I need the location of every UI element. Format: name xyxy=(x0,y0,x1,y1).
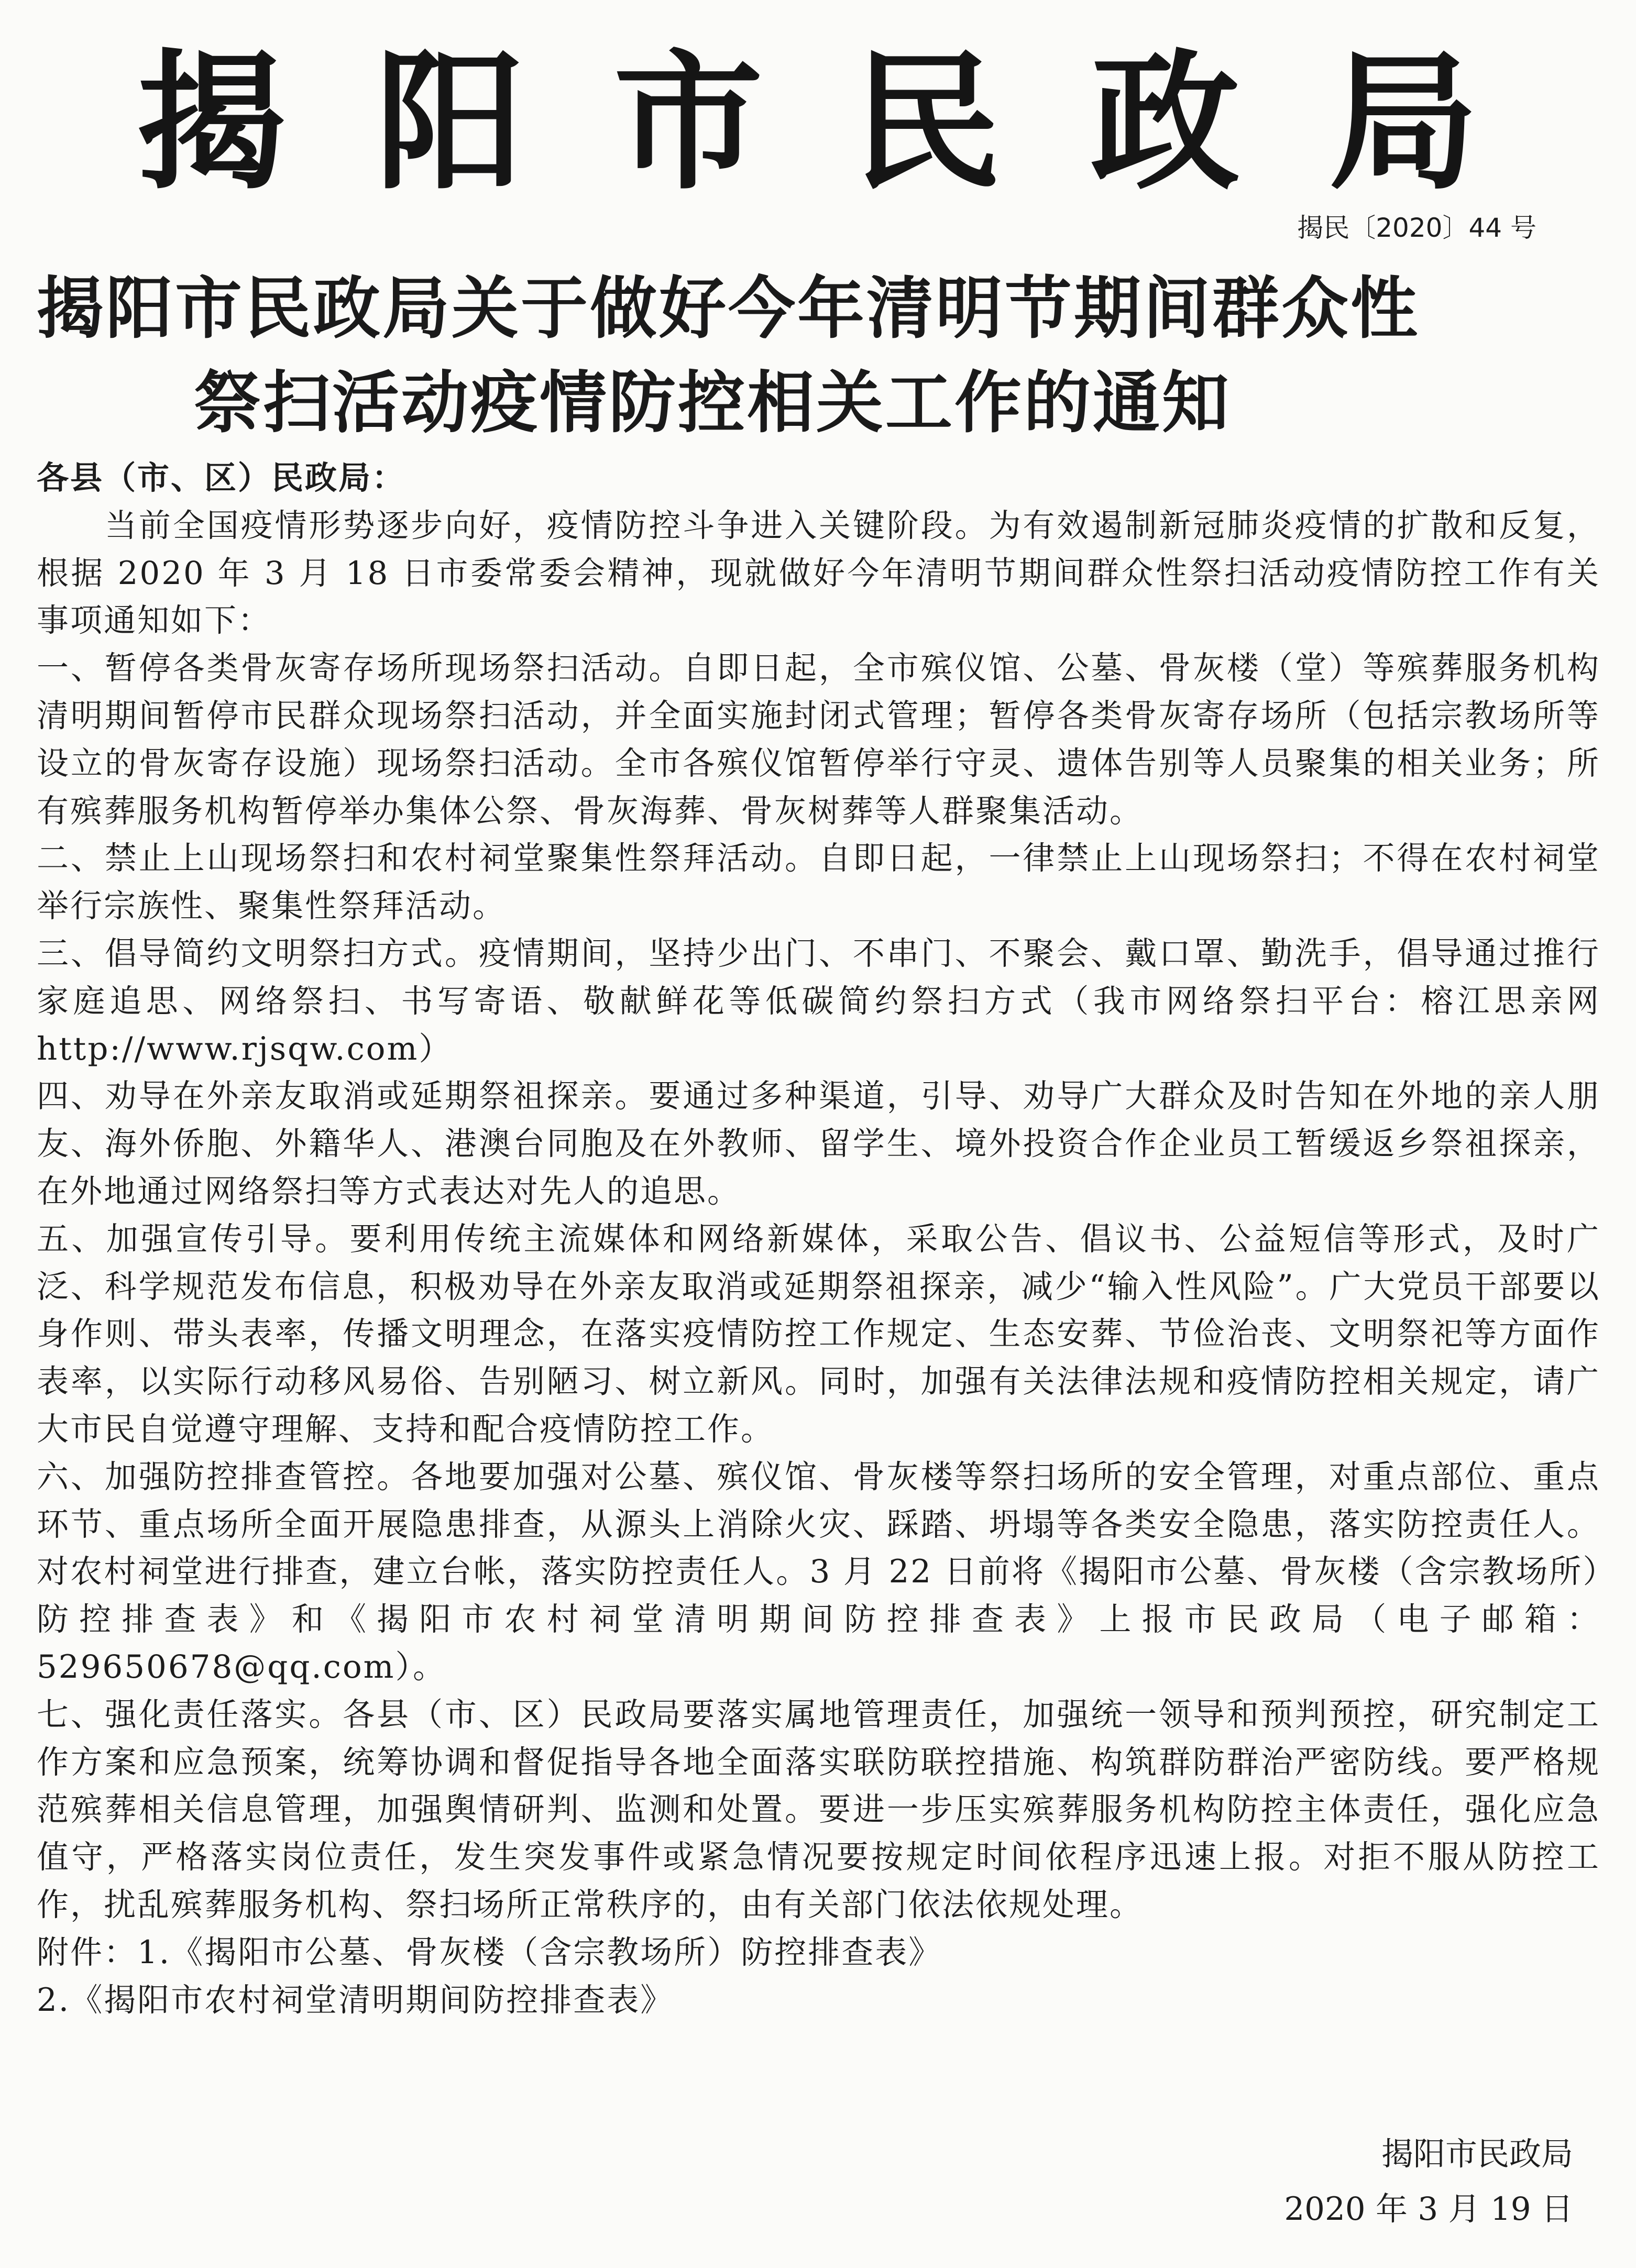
salutation: 各县（市、区）民政局： xyxy=(37,459,406,497)
signature-date: 2020 年 3 月 19 日 xyxy=(1284,2190,1573,2228)
title-line-1: 揭阳市民政局关于做好今年清明节期间群众性 xyxy=(37,270,1420,348)
item-7: 七、强化责任落实。各县（市、区）民政局要落实属地管理责任，加强统一领导和预判预控，研究制定工作方案和应急预案，统筹协调和督促指导各地全面落实联防联控措施、构筑群防群治严密防线。要严格规范殡葬相关信息管理，加强舆情研判、监测和处置。要进一步压实殡葬服务机构防控主体责任，强化应急值守，严格落实岗位责任，发生突发事件或紧急情况要按规定时间依程序迅速上报。对拒不服从防控工作，扰乱殡葬服务机构、祭扫场所正常秩序的，由有关部门依法依规处理。 xyxy=(37,1696,1600,1923)
item-2: 二、禁止上山现场祭扫和农村祠堂聚集性祭拜活动。自即日起，一律禁止上山现场祭扫；不得在农村祠堂举行宗族性、聚集性祭拜活动。 xyxy=(37,840,1600,925)
intro-paragraph: 当前全国疫情形势逐步向好，疫情防控斗争进入关键阶段。为有效遏制新冠肺炎疫情的扩散和反复，根据 2020 年 3 月 18 日市委常委会精神，现就做好今年清明节期间群众性祭扫活动疫情防控工作有关事项通知如下： xyxy=(37,507,1600,640)
document-body xyxy=(37,455,1600,2024)
org-header: 揭阳市民政局 xyxy=(137,36,1567,210)
signature-org: 揭阳市民政局 xyxy=(1381,2135,1573,2173)
item-6: 六、加强防控排查管控。各地要加强对公墓、殡仪馆、骨灰楼等祭扫场所的安全管理，对重点部位、重点环节、重点场所全面开展隐患排查，从源头上消除火灾、踩踏、坍塌等各类安全隐患，落实防控责任人。对农村祠堂进行排查，建立台帐，落实防控责任人。3 月 22 日前将《揭阳市公墓、骨灰楼（含宗教场所）防控排查表》和《揭阳市农村祠堂清明期间防控排查表》上报市民政局（电子邮箱：529650678@qq.com）。 xyxy=(37,1458,1600,1686)
title-line-2: 祭扫活动疫情防控相关工作的通知 xyxy=(194,364,1232,442)
item-1: 一、暂停各类骨灰寄存场所现场祭扫活动。自即日起，全市殡仪馆、公墓、骨灰楼（堂）等殡葬服务机构清明期间暂停市民群众现场祭扫活动，并全面实施封闭式管理；暂停各类骨灰寄存场所（包括宗教场所等设立的骨灰寄存设施）现场祭扫活动。全市各殡仪馆暂停举行守灵、遗体告别等人员聚集的相关业务；所有殡葬服务机构暂停举办集体公祭、骨灰海葬、骨灰树葬等人群聚集活动。 xyxy=(37,649,1600,830)
document-title xyxy=(37,262,1603,450)
item-4: 四、劝导在外亲友取消或延期祭祖探亲。要通过多种渠道，引导、劝导广大群众及时告知在外地的亲人朋友、海外侨胞、外籍华人、港澳台同胞及在外教师、留学生、境外投资合作企业员工暂缓返乡祭祖探亲，在外地通过网络祭扫等方式表达对先人的追思。 xyxy=(37,1077,1600,1210)
attachment-line-1: 附件：1.《揭阳市公墓、骨灰楼（含宗教场所）防控排查表》 xyxy=(37,1933,942,1971)
signature-block xyxy=(1284,2127,1573,2237)
item-3: 三、倡导简约文明祭扫方式。疫情期间，坚持少出门、不串门、不聚会、戴口罩、勤洗手，倡导通过推行家庭追思、网络祭扫、书写寄语、敬献鲜花等低碳简约祭扫方式（我市网络祭扫平台：榕江思亲网 http://www.rjsqw.com） xyxy=(37,934,1600,1067)
item-5: 五、加强宣传引导。要利用传统主流媒体和网络新媒体，采取公告、倡议书、公益短信等形式，及时广泛、科学规范发布信息，积极劝导在外亲友取消或延期祭祖探亲，减少“输入性风险”。广大党员干部要以身作则、带头表率，传播文明理念，在落实疫情防控工作规定、生态安葬、节俭治丧、文明祭祀等方面作表率，以实际行动移风易俗、告别陋习、树立新风。同时，加强有关法律法规和疫情防控相关规定，请广大市民自觉遵守理解、支持和配合疫情防控工作。 xyxy=(37,1220,1600,1448)
document-number: 揭民〔2020〕44 号 xyxy=(1297,213,1536,243)
attachment-line-2: 2.《揭阳市农村祠堂清明期间防控排查表》 xyxy=(37,1981,674,2019)
